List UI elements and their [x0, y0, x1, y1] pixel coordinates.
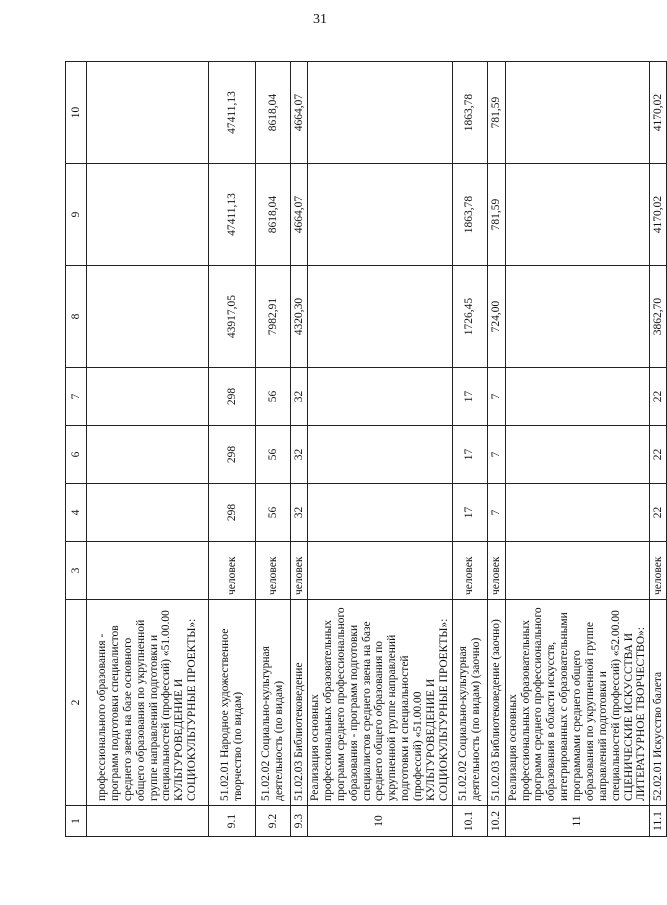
- col10-value-cell: [308, 62, 453, 164]
- row-name-cell: Реализация основных профессиональных образовательных программ среднего профессионального образования - программ подготовки специалистов среднего звена на базе среднего общего образования по укрупненной группе направлений подготовки и специальностей (профессий) «51.00.00 КУЛЬТУРОВЕДЕНИЕ И СОЦИОКУЛЬТУРНЫЕ ПРОЕКТЫ»:: [308, 600, 453, 806]
- col6-value-cell: 298: [209, 426, 256, 484]
- rotated-table-sheet: [65, 62, 664, 837]
- col7-value-cell: 56: [256, 368, 291, 426]
- col6-value-cell: 32: [291, 426, 308, 484]
- col9-value-cell: 4170,02: [650, 164, 667, 266]
- header-cell-col7: 7: [66, 368, 87, 426]
- row-name-cell: 51.02.02 Социально-культурная деятельность (по видам): [256, 600, 291, 806]
- row-number-cell: 11: [505, 806, 650, 837]
- row-name-cell: 51.02.01 Народное художественное творчество (по видам): [209, 600, 256, 806]
- col8-value-cell: [87, 266, 209, 368]
- col9-value-cell: 781,59: [487, 164, 505, 266]
- col6-value-cell: 7: [487, 426, 505, 484]
- col6-value-cell: [308, 426, 453, 484]
- col4-value-cell: 17: [452, 484, 487, 542]
- col7-value-cell: 32: [291, 368, 308, 426]
- col6-value-cell: 22: [650, 426, 667, 484]
- row-name-cell: 52.02.01 Искусство балета: [650, 600, 667, 806]
- col7-value-cell: [505, 368, 650, 426]
- col9-value-cell: 4664,07: [291, 164, 308, 266]
- unit-cell: человек: [209, 542, 256, 600]
- col7-value-cell: 17: [452, 368, 487, 426]
- col9-value-cell: [308, 164, 453, 266]
- col8-value-cell: 3862,70: [650, 266, 667, 368]
- unit-cell: человек: [291, 542, 308, 600]
- header-cell-col1: 1: [66, 806, 87, 837]
- data-table: [65, 61, 667, 837]
- col4-value-cell: 32: [291, 484, 308, 542]
- header-row: [66, 62, 87, 837]
- col4-value-cell: 56: [256, 484, 291, 542]
- header-cell-col3: 3: [66, 542, 87, 600]
- col10-value-cell: 47411,13: [209, 62, 256, 164]
- col4-value-cell: 22: [650, 484, 667, 542]
- col4-value-cell: 298: [209, 484, 256, 542]
- unit-cell: человек: [256, 542, 291, 600]
- col8-value-cell: 1726,45: [452, 266, 487, 368]
- col9-value-cell: 8618,04: [256, 164, 291, 266]
- col10-value-cell: [505, 62, 650, 164]
- col10-value-cell: 781,59: [487, 62, 505, 164]
- row-name-cell: Реализация основных профессиональных образовательных программ среднего профессионального образования в области искусств, интегрированных с образовательными программами среднего общего образования по укрупненной группе направлений подготовки и специальностей (профессий) «52.00.00 СЦЕНИЧЕСКИЕ ИСКУССТВА И ЛИТЕРАТУРНОЕ ТВОРЧЕСТВО»:: [505, 600, 650, 806]
- col8-value-cell: 4320,30: [291, 266, 308, 368]
- unit-cell: человек: [452, 542, 487, 600]
- table-row: [487, 62, 505, 837]
- col8-value-cell: 724,00: [487, 266, 505, 368]
- row-name-cell: профессионального образования - программ подготовки специалистов среднего звена на базе основного общего образования по укрупненной группе направлений подготовки и специальностей (профессий) «51.00.00 КУЛЬТУРОВЕДЕНИЕ И СОЦИОКУЛЬТУРНЫЕ ПРОЕКТЫ»:: [87, 600, 209, 806]
- col4-value-cell: [505, 484, 650, 542]
- header-cell-col6: 6: [66, 426, 87, 484]
- page-number: 31: [313, 12, 327, 27]
- col8-value-cell: 43917,05: [209, 266, 256, 368]
- table-row: [209, 62, 256, 837]
- unit-cell: [505, 542, 650, 600]
- row-number-cell: 11.1: [650, 806, 667, 837]
- col4-value-cell: 7: [487, 484, 505, 542]
- col7-value-cell: 298: [209, 368, 256, 426]
- col7-value-cell: [87, 368, 209, 426]
- col7-value-cell: 7: [487, 368, 505, 426]
- col10-value-cell: 4664,07: [291, 62, 308, 164]
- table-row: [452, 62, 487, 837]
- col9-value-cell: [87, 164, 209, 266]
- unit-cell: [308, 542, 453, 600]
- col4-value-cell: [308, 484, 453, 542]
- header-cell-col9: 9: [66, 164, 87, 266]
- row-number-cell: 9.3: [291, 806, 308, 837]
- table-row: [308, 62, 453, 837]
- col6-value-cell: [87, 426, 209, 484]
- col9-value-cell: [505, 164, 650, 266]
- col6-value-cell: [505, 426, 650, 484]
- row-number-cell: 9.1: [209, 806, 256, 837]
- col7-value-cell: [308, 368, 453, 426]
- table-row: [256, 62, 291, 837]
- header-cell-col2: 2: [66, 600, 87, 806]
- col9-value-cell: 1863,78: [452, 164, 487, 266]
- row-number-cell: 10: [308, 806, 453, 837]
- col7-value-cell: 22: [650, 368, 667, 426]
- row-number-cell: [87, 806, 209, 837]
- row-name-cell: 51.02.03 Библиотековедение (заочно): [487, 600, 505, 806]
- col10-value-cell: [87, 62, 209, 164]
- header-cell-col8: 8: [66, 266, 87, 368]
- col10-value-cell: 8618,04: [256, 62, 291, 164]
- header-cell-col4: 4: [66, 484, 87, 542]
- table-row: [87, 62, 209, 837]
- row-name-cell: 51.02.02 Социально-культурная деятельность (по видам) (заочно): [452, 600, 487, 806]
- table-row: [505, 62, 650, 837]
- col6-value-cell: 56: [256, 426, 291, 484]
- col6-value-cell: 17: [452, 426, 487, 484]
- unit-cell: [87, 542, 209, 600]
- row-number-cell: 10.1: [452, 806, 487, 837]
- col8-value-cell: [308, 266, 453, 368]
- table-row: [650, 62, 667, 837]
- col10-value-cell: 1863,78: [452, 62, 487, 164]
- row-number-cell: 9.2: [256, 806, 291, 837]
- table-row: [291, 62, 308, 837]
- header-cell-col10: 10: [66, 62, 87, 164]
- row-number-cell: 10.2: [487, 806, 505, 837]
- unit-cell: человек: [487, 542, 505, 600]
- row-name-cell: 51.02.03 Библиотековедение: [291, 600, 308, 806]
- col8-value-cell: 7982,91: [256, 266, 291, 368]
- col4-value-cell: [87, 484, 209, 542]
- col8-value-cell: [505, 266, 650, 368]
- col10-value-cell: 4170,02: [650, 62, 667, 164]
- unit-cell: человек: [650, 542, 667, 600]
- col9-value-cell: 47411,13: [209, 164, 256, 266]
